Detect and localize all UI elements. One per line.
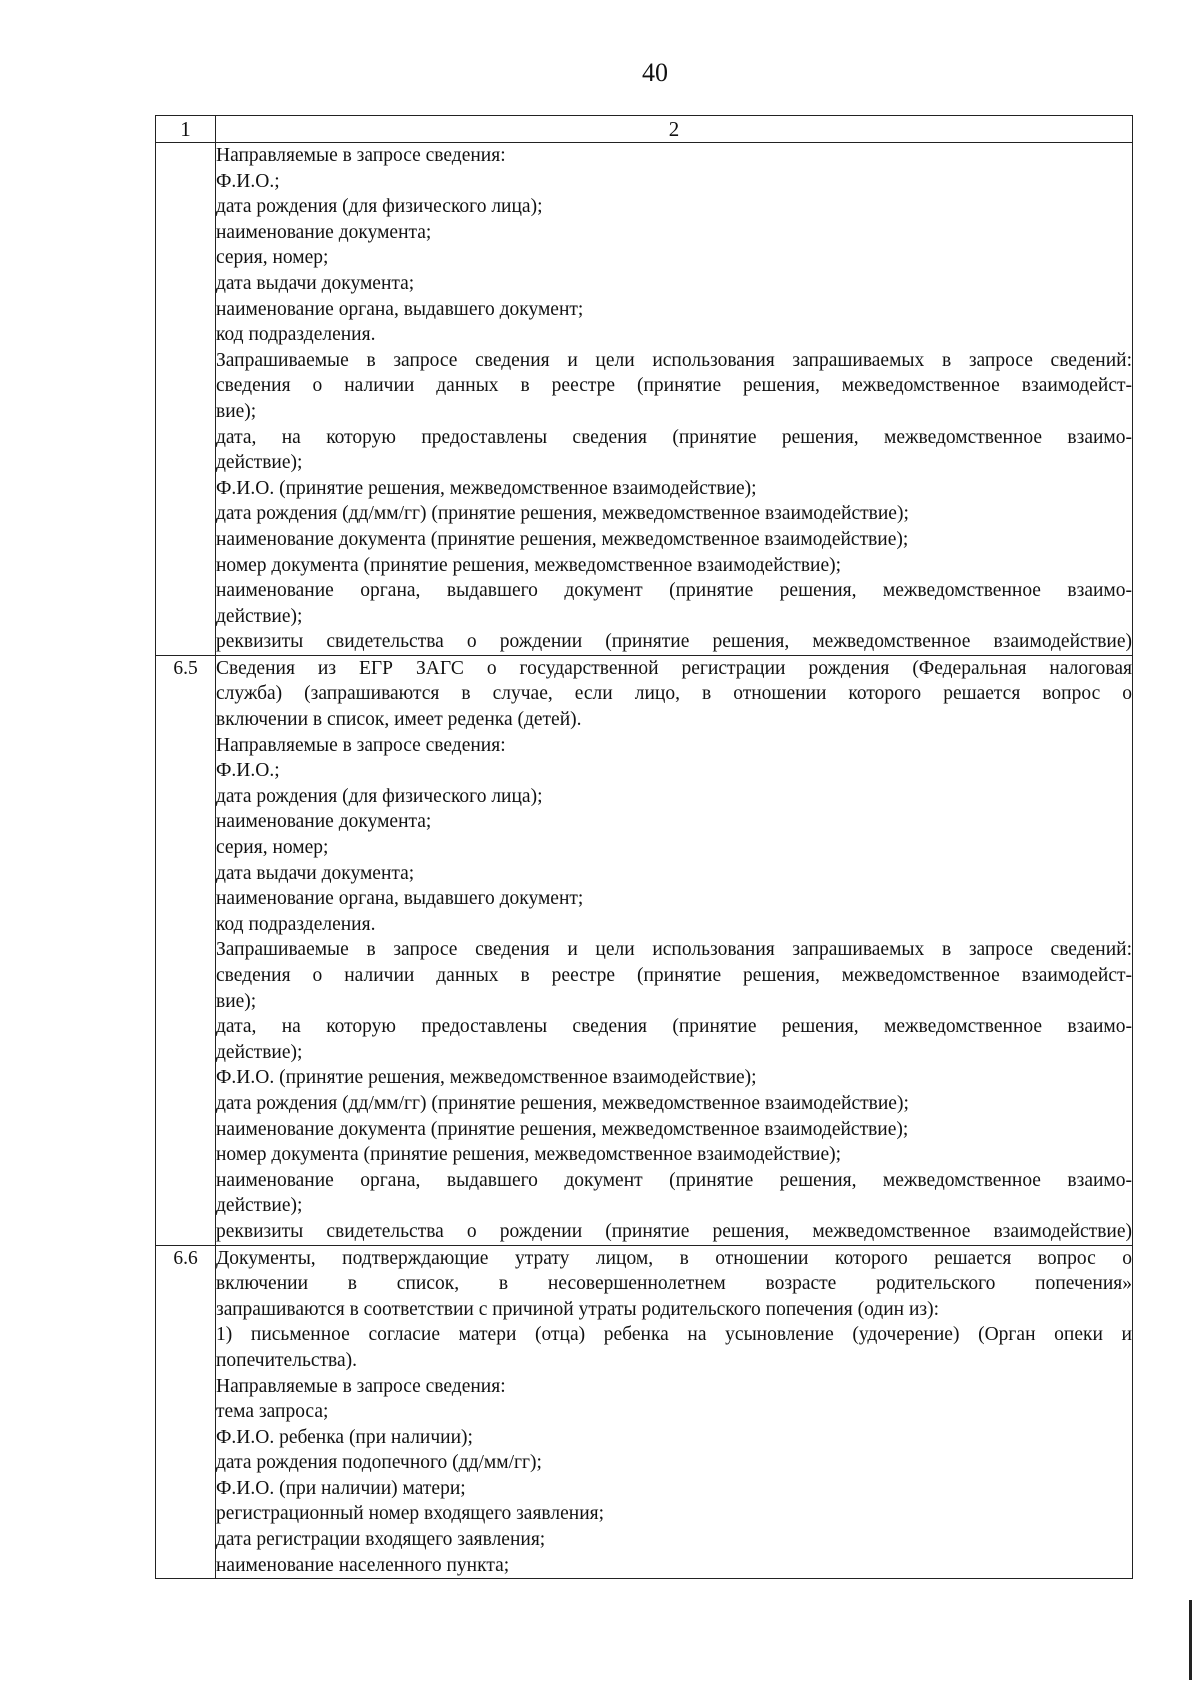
- text-line: действие);: [216, 1041, 303, 1063]
- column-header-1: 1: [156, 116, 216, 143]
- text-line: включении в список, имеет реденка (детей).: [216, 709, 582, 731]
- text-line: дата рождения (для физического лица);: [216, 196, 543, 218]
- text-line: Ф.И.О. (принятие решения, межведомственное взаимодействие);: [216, 477, 757, 499]
- text-line: наименование органа, выдавшего документ (принятие решения, межведомственное взаимо-: [216, 1169, 1132, 1191]
- text-line: наименование документа (принятие решения, межведомственное взаимодействие);: [216, 528, 909, 550]
- text-line: Направляемые в запросе сведения:: [216, 1375, 506, 1397]
- text-line: наименование документа;: [216, 811, 432, 833]
- text-line: серия, номер;: [216, 837, 329, 859]
- text-line: Направляемые в запросе сведения:: [216, 734, 506, 756]
- text-line: попечительства).: [216, 1349, 357, 1371]
- text-line: Направляемые в запросе сведения:: [216, 145, 506, 166]
- row-content-cell: [216, 143, 1133, 656]
- text-line: регистрационный номер входящего заявления;: [216, 1503, 605, 1525]
- text-line: наименование документа (принятие решения, межведомственное взаимодействие);: [216, 1118, 909, 1140]
- page-number: 40: [642, 58, 668, 87]
- text-line: дата, на которую предоставлены сведения (принятие решения, межведомственное взаимо-: [216, 426, 1132, 448]
- text-line: 1) письменное согласие матери (отца) ребенка на усыновление (удочерение) (Орган опеки и: [216, 1324, 1132, 1346]
- row-number-cell: 6.6: [156, 1245, 216, 1579]
- row-number-cell: [156, 143, 216, 656]
- table-row: [156, 1245, 1133, 1579]
- text-line: серия, номер;: [216, 247, 329, 269]
- table-body: [156, 143, 1133, 1579]
- text-line: дата рождения подопечного (дд/мм/гг);: [216, 1452, 542, 1474]
- table-header-row: [156, 116, 1133, 143]
- text-line: тема запроса;: [216, 1401, 329, 1423]
- text-line: действие);: [216, 605, 303, 627]
- text-line: сведения о наличии данных в реестре (принятие решения, межведомственное взаимодейст-: [216, 375, 1132, 397]
- text-line: наименование органа, выдавшего документ (принятие решения, межведомственное взаимо-: [216, 580, 1132, 602]
- text-line: Ф.И.О. ребенка (при наличии);: [216, 1426, 473, 1448]
- text-line: код подразделения.: [216, 324, 376, 346]
- text-line: включении в список, в несовершеннолетнем возрасте родительского попечения»: [216, 1273, 1132, 1295]
- row-content-cell: [216, 1245, 1133, 1579]
- text-line: Ф.И.О. (принятие решения, межведомственное взаимодействие);: [216, 1067, 757, 1089]
- text-line: вие);: [216, 990, 257, 1012]
- text-line: код подразделения.: [216, 913, 376, 935]
- text-line: Ф.И.О.;: [216, 760, 280, 782]
- text-line: наименование органа, выдавшего документ;: [216, 298, 584, 320]
- text-line: дата рождения (дд/мм/гг) (принятие решения, межведомственное взаимодействие);: [216, 1092, 909, 1114]
- text-line: Ф.И.О. (при наличии) матери;: [216, 1477, 466, 1499]
- text-line: действие);: [216, 1195, 303, 1217]
- row-content-cell: [216, 655, 1133, 1245]
- text-line: Ф.И.О.;: [216, 170, 280, 192]
- text-line: дата выдачи документа;: [216, 272, 415, 294]
- table-row: [156, 143, 1133, 656]
- text-line: дата выдачи документа;: [216, 862, 415, 884]
- text-line: служба) (запрашиваются в случае, если лицо, в отношении которого решается вопрос о: [216, 683, 1132, 705]
- text-line: Документы, подтверждающие утрату лицом, в отношении которого решается вопрос о: [216, 1247, 1132, 1269]
- text-line: реквизиты свидетельства о рождении (принятие решения, межведомственное взаимодействие): [216, 631, 1132, 653]
- text-line: реквизиты свидетельства о рождении (принятие решения, межведомственное взаимодействие): [216, 1220, 1132, 1242]
- column-header-2: 2: [216, 116, 1133, 143]
- text-line: наименование документа;: [216, 221, 432, 243]
- text-line: Запрашиваемые в запросе сведения и цели использования запрашиваемых в запросе сведений:: [216, 939, 1132, 961]
- text-line: дата регистрации входящего заявления;: [216, 1529, 546, 1551]
- scan-edge-mark: [1189, 1600, 1192, 1680]
- document-table: [155, 115, 1133, 1579]
- text-line: вие);: [216, 400, 257, 422]
- table-row: [156, 655, 1133, 1245]
- text-line: действие);: [216, 452, 303, 474]
- text-line: номер документа (принятие решения, межведомственное взаимодействие);: [216, 1144, 842, 1166]
- text-line: сведения о наличии данных в реестре (принятие решения, межведомственное взаимодейст-: [216, 965, 1132, 986]
- text-line: запрашиваются в соответствии с причиной утраты родительского попечения (один из):: [216, 1298, 939, 1320]
- text-line: наименование населенного пункта;: [216, 1554, 510, 1576]
- text-line: дата рождения (для физического лица);: [216, 785, 543, 807]
- text-line: Сведения из ЕГР ЗАГС о государственной регистрации рождения (Федеральная налоговая: [216, 657, 1132, 679]
- text-line: дата, на которую предоставлены сведения (принятие решения, межведомственное взаимо-: [216, 1016, 1132, 1038]
- row-number-cell: 6.5: [156, 655, 216, 1245]
- text-line: дата рождения (дд/мм/гг) (принятие решения, межведомственное взаимодействие);: [216, 503, 909, 525]
- text-line: номер документа (принятие решения, межведомственное взаимодействие);: [216, 554, 842, 576]
- text-line: наименование органа, выдавшего документ;: [216, 888, 584, 910]
- text-line: Запрашиваемые в запросе сведения и цели использования запрашиваемых в запросе сведений:: [216, 349, 1132, 371]
